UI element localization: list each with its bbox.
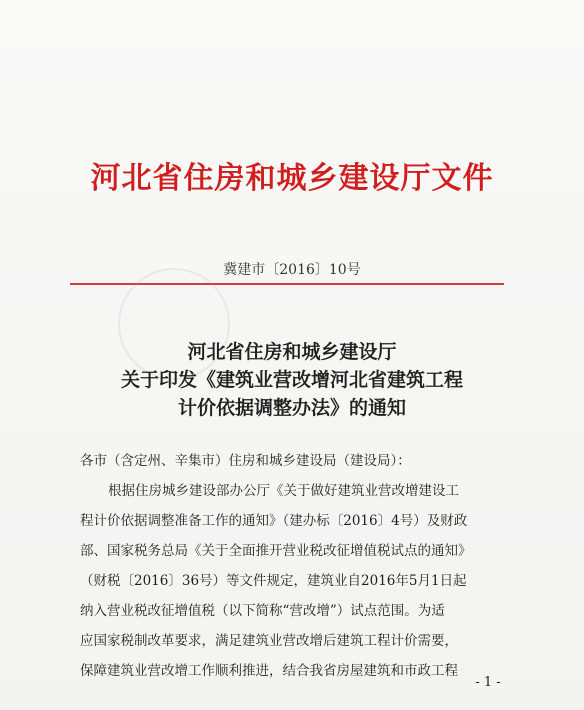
body-line: 保障建筑业营改增工作顺利推进，结合我省房屋建筑和市政工程 bbox=[80, 663, 458, 679]
body-line: 部、国家税务总局《关于全面推开营业税改征增值税试点的通知》 bbox=[80, 543, 472, 559]
notice-title-line: 计价依据调整办法》的通知 bbox=[177, 397, 406, 419]
document-number: 冀建市〔2016〕10号 bbox=[223, 262, 361, 278]
body-line: （财税〔2016〕36号）等文件规定，建筑业自2016年5月1日起 bbox=[80, 573, 467, 589]
document-body bbox=[80, 446, 520, 686]
document-header-title: 河北省住房和城乡建设厅文件 bbox=[90, 161, 494, 196]
body-line: 程计价依据调整准备工作的通知》（建办标〔2016〕4号）及财政 bbox=[80, 513, 468, 529]
body-line: 应国家税制改革要求，满足建筑业营改增后建筑工程计价需要， bbox=[80, 633, 458, 649]
body-line: 根据住房城乡建设部办公厅《关于做好建筑业营改增建设工 bbox=[108, 483, 459, 499]
page-number: - 1 - bbox=[475, 675, 501, 690]
body-line: 纳入营业税改征增值税（以下简称“营改增”）试点范围。为适 bbox=[80, 603, 445, 619]
salutation: 各市（含定州、辛集市）住房和城乡建设局（建设局）： bbox=[80, 453, 411, 469]
notice-title bbox=[0, 338, 584, 422]
notice-title-line: 关于印发《建筑业营改增河北省建筑工程 bbox=[120, 369, 463, 391]
notice-title-line: 河北省住房和城乡建设厅 bbox=[187, 341, 397, 363]
